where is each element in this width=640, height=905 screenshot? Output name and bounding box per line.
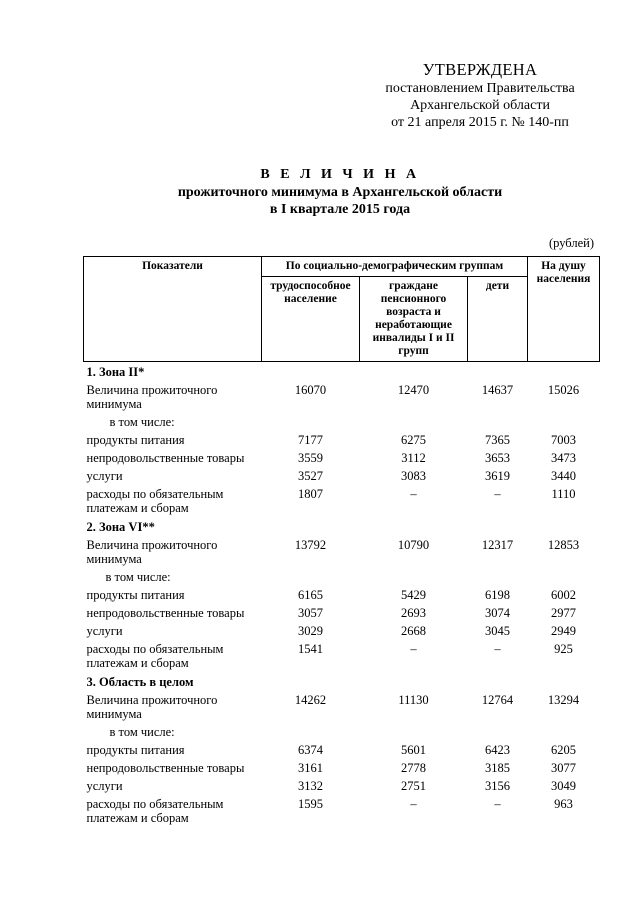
approval-heading: УТВЕРЖДЕНА	[422, 60, 538, 79]
cell-value: 3527	[298, 469, 323, 483]
table-row	[84, 568, 600, 586]
approval-stamp	[370, 60, 590, 131]
table-row	[84, 604, 600, 622]
cell-value	[360, 413, 468, 431]
zone-row	[84, 517, 600, 536]
cell-value: 3653	[485, 451, 510, 465]
cell-value: 2693	[401, 606, 426, 620]
cell-value	[262, 413, 360, 431]
cell-value: 6374	[298, 743, 323, 757]
zone-row	[84, 362, 600, 382]
row-label: в том числе:	[109, 415, 175, 429]
units-label: (рублей)	[548, 236, 594, 250]
table-body	[84, 362, 600, 828]
cell-value: 7003	[551, 433, 576, 447]
cell-value	[262, 723, 360, 741]
cell-value: 13294	[547, 693, 580, 707]
cell-value: 3559	[298, 451, 323, 465]
table-row	[84, 586, 600, 604]
cell-value	[528, 723, 600, 741]
cell-value: 13792	[294, 538, 327, 552]
table-row	[84, 640, 600, 672]
cell-value: 12853	[547, 538, 580, 552]
cell-value: 5429	[401, 588, 426, 602]
table-row	[84, 622, 600, 640]
cell-value: 3473	[551, 451, 576, 465]
row-label: непродовольственные товары	[86, 606, 245, 620]
row-label: расходы по обязательным платежам и сборам	[86, 642, 224, 670]
row-label: в том числе:	[109, 725, 175, 739]
table-row	[84, 485, 600, 517]
header-children: дети	[468, 277, 528, 362]
cell-value	[360, 723, 468, 741]
header-working: трудоспособное население	[262, 277, 360, 362]
header-groups: По социально-демографическим группам	[262, 257, 528, 277]
row-label: услуги	[86, 624, 123, 638]
cell-value: –	[410, 797, 417, 811]
cell-value: 3074	[485, 606, 510, 620]
cell-value: 2778	[401, 761, 426, 775]
cell-value: 3161	[298, 761, 323, 775]
cell-value: 3049	[551, 779, 576, 793]
row-label: непродовольственные товары	[86, 451, 245, 465]
cell-value: 1595	[298, 797, 323, 811]
zone-row	[84, 672, 600, 691]
cell-value: 6205	[551, 743, 576, 757]
approval-line-1: постановлением Правительства	[385, 81, 575, 96]
cell-value: 12470	[397, 383, 430, 397]
table-row	[84, 381, 600, 413]
cell-value: –	[410, 642, 417, 656]
row-label: непродовольственные товары	[86, 761, 245, 775]
header-per-capita: На душу населения	[528, 257, 600, 362]
table-row	[84, 759, 600, 777]
cell-value: 6198	[485, 588, 510, 602]
cell-value: 16070	[294, 383, 327, 397]
cell-value: 5601	[401, 743, 426, 757]
table-row	[84, 467, 600, 485]
table-row	[84, 413, 600, 431]
cell-value: 3619	[485, 469, 510, 483]
row-label: продукты питания	[86, 588, 185, 602]
cell-value	[262, 568, 360, 586]
cell-value: 3045	[485, 624, 510, 638]
row-label: расходы по обязательным платежам и сборам	[86, 487, 224, 515]
row-label: продукты питания	[86, 433, 185, 447]
cell-value: 15026	[547, 383, 580, 397]
cell-value: 10790	[397, 538, 430, 552]
document-title	[80, 166, 600, 218]
header-pensioners: граждане пенсионного возраста и неработающие инвалиды I и II групп	[360, 277, 468, 362]
cell-value	[528, 568, 600, 586]
cell-value: 963	[554, 797, 573, 811]
cell-value	[468, 723, 528, 741]
cell-value: 12317	[481, 538, 514, 552]
header-indicators: Показатели	[84, 257, 262, 362]
row-label: расходы по обязательным платежам и сборам	[86, 797, 224, 825]
row-label: услуги	[86, 469, 123, 483]
cell-value: 3057	[298, 606, 323, 620]
cell-value: 12764	[481, 693, 514, 707]
cell-value: 1807	[298, 487, 323, 501]
zone-name: 2. Зона VI**	[86, 520, 155, 534]
cell-value: 3112	[401, 451, 426, 465]
table-row	[84, 536, 600, 568]
cell-value	[360, 568, 468, 586]
cell-value: 6165	[298, 588, 323, 602]
cell-value: 3156	[485, 779, 510, 793]
title-line-1: В Е Л И Ч И Н А	[260, 167, 420, 182]
row-label: услуги	[86, 779, 123, 793]
table-row	[84, 691, 600, 723]
approval-line-2: Архангельской области	[410, 98, 550, 113]
cell-value: –	[494, 642, 501, 656]
cell-value: 3083	[401, 469, 426, 483]
cell-value: 14262	[294, 693, 327, 707]
table-row	[84, 449, 600, 467]
cell-value: 925	[554, 642, 573, 656]
cell-value	[468, 413, 528, 431]
cell-value: 2949	[551, 624, 576, 638]
cell-value: –	[494, 797, 501, 811]
cell-value: 6423	[485, 743, 510, 757]
cell-value: 6002	[551, 588, 576, 602]
cell-value: –	[410, 487, 417, 501]
subsistence-table	[83, 256, 600, 827]
row-label: Величина прожиточного минимума	[86, 383, 218, 411]
cell-value: –	[494, 487, 501, 501]
cell-value: 1110	[551, 487, 576, 501]
cell-value: 3029	[298, 624, 323, 638]
cell-value: 14637	[481, 383, 514, 397]
approval-line-3: от 21 апреля 2015 г. № 140-пп	[391, 115, 569, 130]
row-label: продукты питания	[86, 743, 185, 757]
cell-value: 7365	[485, 433, 510, 447]
table-row	[84, 723, 600, 741]
row-label: в том числе:	[105, 570, 171, 584]
cell-value: 1541	[298, 642, 323, 656]
cell-value: 2668	[401, 624, 426, 638]
cell-value: 2751	[401, 779, 426, 793]
cell-value: 7177	[298, 433, 323, 447]
zone-name: 3. Область в целом	[86, 675, 194, 689]
table-row	[84, 741, 600, 759]
row-label: Величина прожиточного минимума	[86, 693, 218, 721]
cell-value: 11130	[398, 693, 429, 707]
cell-value: 2977	[551, 606, 576, 620]
table-row	[84, 795, 600, 827]
row-label: Величина прожиточного минимума	[86, 538, 218, 566]
title-line-3: в I квартале 2015 года	[269, 202, 411, 217]
cell-value: 3132	[298, 779, 323, 793]
title-line-2: прожиточного минимума в Архангельской области	[177, 185, 503, 200]
cell-value: 3077	[551, 761, 576, 775]
cell-value	[528, 413, 600, 431]
cell-value: 3440	[551, 469, 576, 483]
table-row	[84, 431, 600, 449]
cell-value	[468, 568, 528, 586]
cell-value: 3185	[485, 761, 510, 775]
table-row	[84, 777, 600, 795]
cell-value: 6275	[401, 433, 426, 447]
zone-name: 1. Зона II*	[86, 365, 145, 379]
